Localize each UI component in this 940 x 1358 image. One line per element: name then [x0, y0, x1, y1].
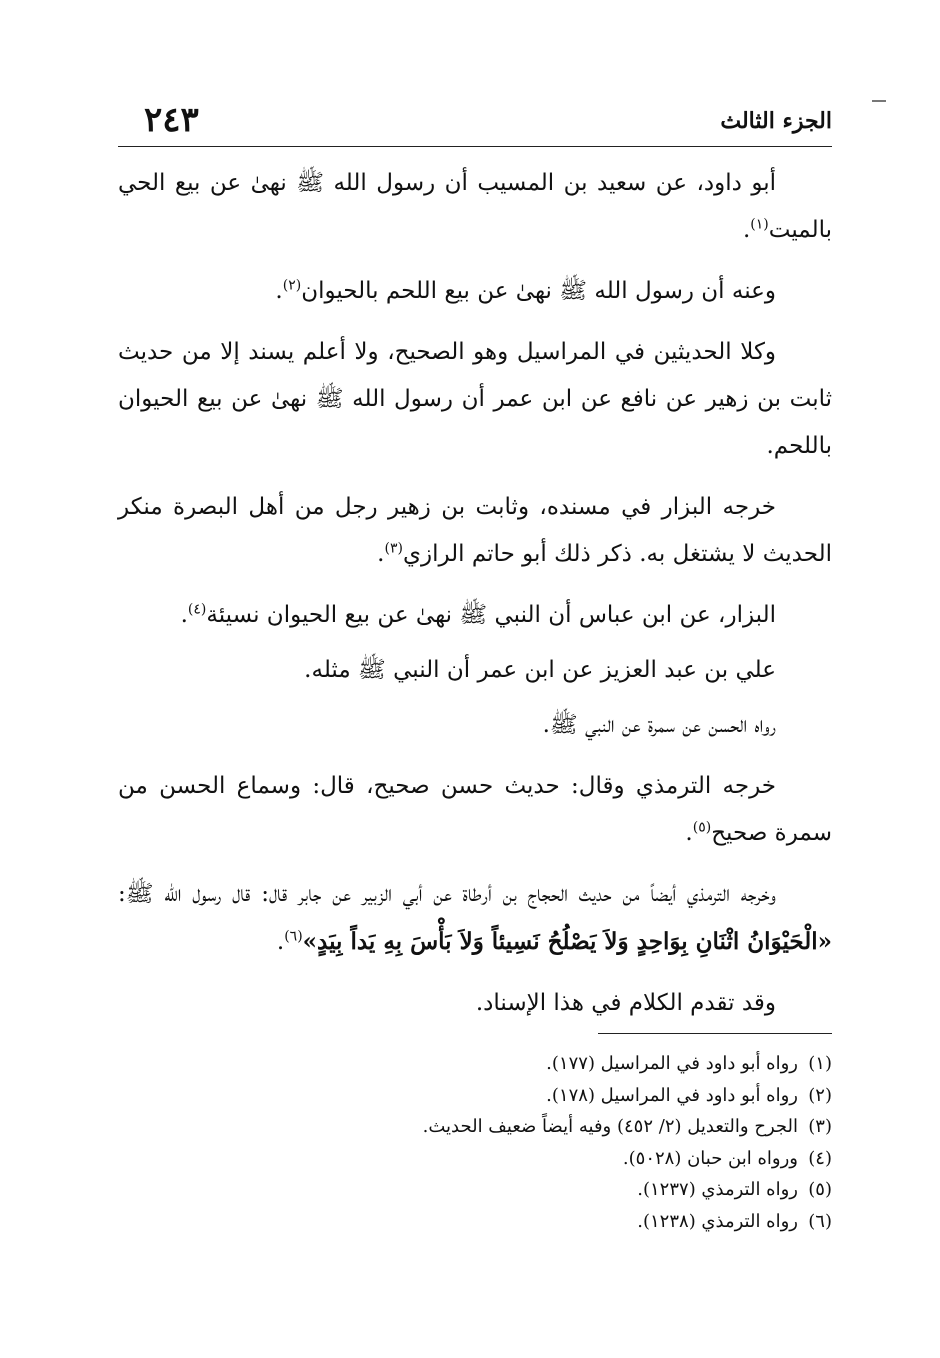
footnote-ref-2[interactable]: (٢)	[282, 277, 302, 294]
footnote-ref-1[interactable]: (١)	[750, 216, 769, 233]
paragraph-text: خرجه الترمذي وقال: حديث حسن صحيح، قال: وسماع الحسن من سمرة صحيح	[118, 773, 832, 846]
footnote-number: (٦)	[808, 1210, 832, 1232]
paragraph-9	[118, 871, 832, 966]
footnote-1	[118, 1048, 832, 1080]
paragraph-3	[118, 329, 832, 470]
footnote-4	[118, 1143, 832, 1175]
paragraph-text: وعنه أن رسول الله ﷺ نهىٰ عن بيع اللحم بالحيوان	[301, 278, 776, 304]
paragraph-1	[118, 160, 832, 254]
footnote-ref-3[interactable]: (٣)	[384, 540, 403, 557]
footnote-6	[118, 1206, 832, 1238]
footnote-text: الجرح والتعديل (٢/ ٤٥٢) وفيه أيضاً ضعيف الحديث.	[422, 1116, 798, 1137]
page-header	[118, 98, 832, 147]
paragraph-6	[118, 647, 832, 694]
footnote-ref-6[interactable]: (٦)	[284, 928, 303, 945]
paragraph-end: .	[742, 217, 751, 243]
paragraph-end: .	[377, 541, 385, 567]
paragraph-end: .	[685, 820, 693, 846]
hadith-quote: «الْحَيْوَانُ اثْنَانِ بِوَاحِدٍ وَلاَ يَصْلُحُ نَسِيئاً وَلاَ بَأْسَ بِهِ يَداً بِيَدٍ»	[302, 928, 832, 955]
paragraph-end: .	[276, 929, 285, 955]
paragraph-end: .	[180, 602, 188, 628]
paragraph-text: رواه الحسن عن سمرة عن النبي ﷺ.	[542, 712, 776, 738]
footnote-2	[118, 1080, 832, 1112]
part-title: الجزء الثالث	[720, 108, 832, 134]
paragraph-8	[118, 763, 832, 857]
footnote-ref-5[interactable]: (٥)	[692, 819, 712, 836]
footnote-number: (٣)	[808, 1116, 832, 1137]
paragraph-2	[118, 268, 832, 315]
footnote-ref-4[interactable]: (٤)	[187, 601, 207, 618]
footnote-text: ورواه ابن حبان (٥٠٢٨).	[622, 1147, 798, 1169]
paragraph-text: وخرجه الترمذي أيضاً من حديث الحجاج بن أرطاة عن أبي الزبير عن جابر قال: قال رسول الله ﷺ:	[118, 881, 776, 907]
paragraph-text: خرجه البزار في مسنده، وثابت بن زهير رجل من أهل البصرة منكر الحديث لا يشتغل به. ذكر ذلك أبو حاتم الرازي	[118, 494, 832, 567]
paragraph-text: وقد تقدم الكلام في هذا الإسناد.	[475, 990, 776, 1016]
footnote-text: رواه الترمذي (١٢٣٧).	[637, 1179, 798, 1200]
page-number: ٢٤٣	[144, 100, 199, 140]
footnote-number: (١)	[808, 1053, 832, 1074]
paragraph-text: علي بن عبد العزيز عن ابن عمر أن النبي ﷺ مثله.	[304, 657, 776, 683]
paragraph-5	[118, 592, 832, 639]
main-text	[118, 160, 832, 1041]
paragraph-text: أبو داود، عن سعيد بن المسيب أن رسول الله ﷺ نهىٰ عن بيع الحي بالميت	[118, 170, 832, 243]
paragraph-4	[118, 484, 832, 578]
footnote-3	[118, 1111, 832, 1143]
footnote-separator	[598, 1033, 832, 1034]
paragraph-text: وكلا الحديثين في المراسيل وهو الصحيح، ولا أعلم يسند إلا من حديث ثابت بن زهير عن نافع عن ابن عمر أن رسول الله ﷺ نهىٰ عن بيع الحيوان باللحم.	[118, 339, 832, 459]
paragraph-10	[118, 980, 832, 1027]
paragraph-end: .	[275, 278, 283, 304]
footnote-number: (٤)	[808, 1147, 832, 1169]
footnote-text: رواه أبو داود في المراسيل (١٧٨).	[546, 1084, 798, 1106]
footnote-number: (٢)	[808, 1084, 832, 1106]
footnotes	[118, 1048, 832, 1237]
footnote-5	[118, 1174, 832, 1206]
corner-mark	[872, 100, 886, 102]
paragraph-text: البزار، عن ابن عباس أن النبي ﷺ نهىٰ عن بيع الحيوان نسيئة	[206, 602, 776, 628]
footnote-text: رواه الترمذي (١٢٣٨).	[637, 1210, 798, 1232]
footnote-text: رواه أبو داود في المراسيل (١٧٧).	[546, 1053, 798, 1074]
paragraph-7	[118, 702, 832, 749]
footnote-number: (٥)	[808, 1179, 832, 1200]
